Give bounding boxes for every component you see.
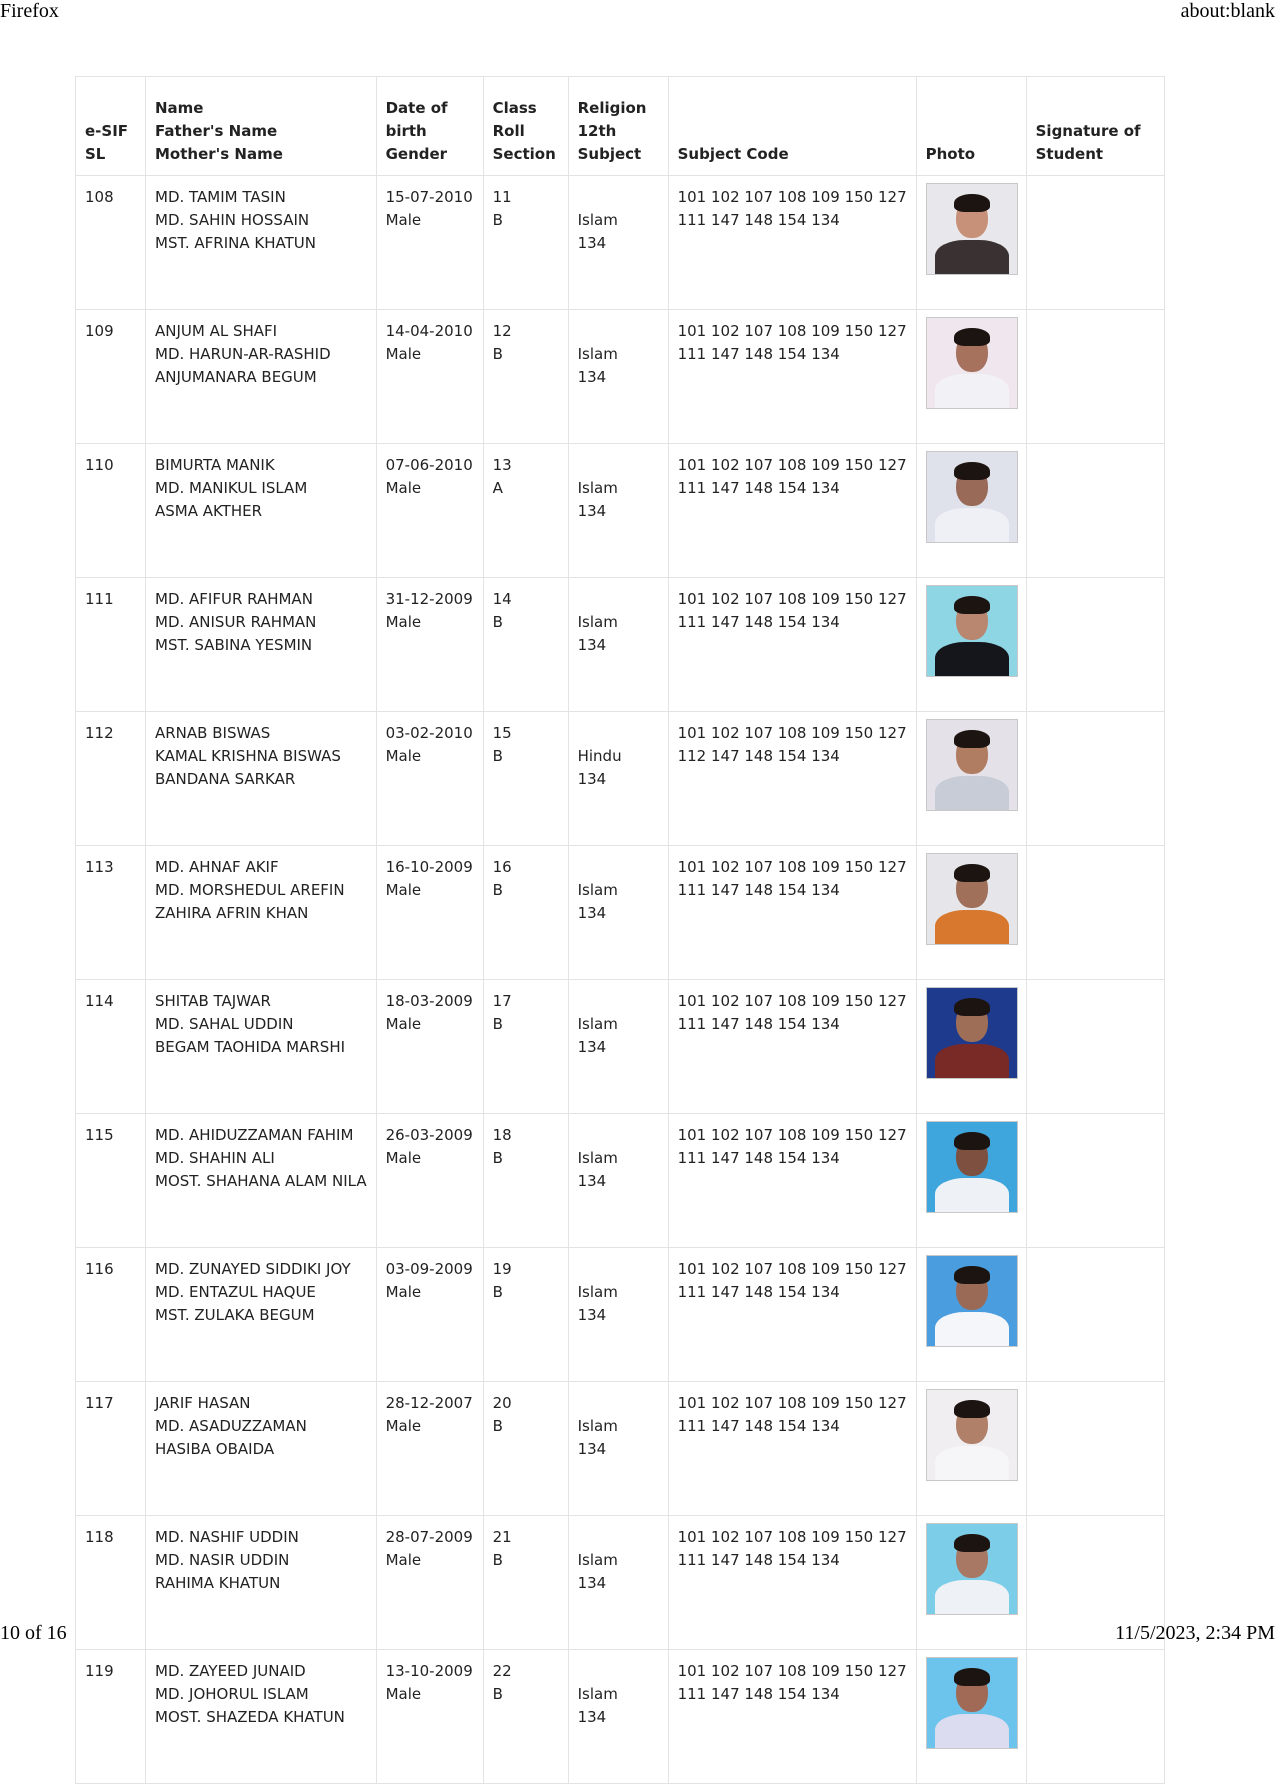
date-of-birth: 14-04-2010	[385, 322, 473, 340]
cell-class	[483, 1114, 568, 1248]
table-row	[76, 846, 1165, 980]
header-name: Name Father's Name Mother's Name	[146, 77, 377, 176]
date-of-birth: 28-07-2009	[385, 1528, 473, 1546]
cell-class	[483, 1650, 568, 1784]
mother-name: ZAHIRA AFRIN KHAN	[155, 904, 309, 922]
cell-dob	[376, 712, 483, 846]
cell-photo	[916, 712, 1026, 846]
cell-names	[146, 846, 377, 980]
table-row	[76, 1114, 1165, 1248]
religion: Hindu	[577, 747, 622, 765]
subject-12th: 134	[577, 1038, 607, 1056]
subject-12th: 134	[577, 1306, 607, 1324]
student-photo	[927, 184, 1017, 274]
photo-shirt	[935, 642, 1009, 676]
subject-12th: 134	[577, 770, 607, 788]
subject-codes-line-2: 111 147 148 154 134	[677, 1015, 840, 1033]
mother-name: ANJUMANARA BEGUM	[155, 368, 317, 386]
gender: Male	[385, 345, 422, 363]
subject-codes-line-1: 101 102 107 108 109 150 127	[677, 1394, 907, 1412]
roll: 22	[492, 1662, 512, 1680]
section: B	[492, 1685, 503, 1703]
religion: Islam	[577, 345, 618, 363]
father-name: MD. JOHORUL ISLAM	[155, 1685, 309, 1703]
browser-header	[0, 0, 1275, 24]
father-name: MD. MORSHEDUL AREFIN	[155, 881, 345, 899]
cell-photo	[916, 846, 1026, 980]
subject-codes-line-2: 111 147 148 154 134	[677, 211, 840, 229]
cell-photo	[916, 176, 1026, 310]
cell-dob	[376, 846, 483, 980]
cell-sl	[76, 310, 146, 444]
cell-names	[146, 578, 377, 712]
sl-number: 110	[85, 456, 114, 474]
photo-hair	[954, 1132, 990, 1150]
student-name: BIMURTA MANIK	[155, 456, 275, 474]
cell-names	[146, 444, 377, 578]
cell-subject-codes	[668, 980, 916, 1114]
cell-signature	[1026, 310, 1164, 444]
subject-codes-line-1: 101 102 107 108 109 150 127	[677, 1260, 907, 1278]
header-subject-code: Subject Code	[668, 77, 916, 176]
cell-photo	[916, 310, 1026, 444]
cell-sl	[76, 712, 146, 846]
photo-shirt	[935, 776, 1009, 810]
cell-religion	[568, 1114, 668, 1248]
cell-subject-codes	[668, 444, 916, 578]
cell-subject-codes	[668, 1114, 916, 1248]
cell-dob	[376, 1248, 483, 1382]
subject-codes-line-2: 111 147 148 154 134	[677, 479, 840, 497]
mother-name: MST. AFRINA KHATUN	[155, 234, 316, 252]
cell-religion	[568, 712, 668, 846]
cell-names	[146, 1114, 377, 1248]
roll: 14	[492, 590, 512, 608]
cell-signature	[1026, 578, 1164, 712]
father-name: MD. HARUN-AR-RASHID	[155, 345, 331, 363]
cell-religion	[568, 980, 668, 1114]
cell-names	[146, 310, 377, 444]
table-row	[76, 578, 1165, 712]
cell-sl	[76, 1114, 146, 1248]
student-photo	[927, 1524, 1017, 1614]
cell-sl	[76, 980, 146, 1114]
gender: Male	[385, 211, 422, 229]
section: B	[492, 881, 503, 899]
table-row	[76, 1650, 1165, 1784]
father-name: MD. ENTAZUL HAQUE	[155, 1283, 316, 1301]
cell-class	[483, 176, 568, 310]
mother-name: MST. ZULAKA BEGUM	[155, 1306, 315, 1324]
gender: Male	[385, 479, 422, 497]
cell-dob	[376, 310, 483, 444]
cell-religion	[568, 1650, 668, 1784]
cell-photo	[916, 1248, 1026, 1382]
cell-class	[483, 578, 568, 712]
cell-sl	[76, 846, 146, 980]
photo-hair	[954, 1266, 990, 1284]
cell-class	[483, 980, 568, 1114]
sl-number: 111	[85, 590, 114, 608]
header-dob: Date of birth Gender	[376, 77, 483, 176]
table-row	[76, 176, 1165, 310]
photo-hair	[954, 864, 990, 882]
father-name: MD. SHAHIN ALI	[155, 1149, 275, 1167]
student-name: ARNAB BISWAS	[155, 724, 271, 742]
religion: Islam	[577, 1417, 618, 1435]
cell-class	[483, 712, 568, 846]
cell-religion	[568, 1248, 668, 1382]
mother-name: MST. SABINA YESMIN	[155, 636, 313, 654]
mother-name: MOST. SHAZEDA KHATUN	[155, 1708, 345, 1726]
student-photo	[927, 586, 1017, 676]
subject-12th: 134	[577, 1708, 607, 1726]
gender: Male	[385, 1283, 422, 1301]
mother-name: RAHIMA KHATUN	[155, 1574, 281, 1592]
date-of-birth: 31-12-2009	[385, 590, 473, 608]
father-name: KAMAL KRISHNA BISWAS	[155, 747, 341, 765]
subject-codes-line-1: 101 102 107 108 109 150 127	[677, 1126, 907, 1144]
cell-signature	[1026, 1114, 1164, 1248]
section: B	[492, 1551, 503, 1569]
student-name: MD. AHIDUZZAMAN FAHIM	[155, 1126, 354, 1144]
gender: Male	[385, 1685, 422, 1703]
cell-names	[146, 712, 377, 846]
subject-codes-line-1: 101 102 107 108 109 150 127	[677, 858, 907, 876]
subject-codes-line-2: 111 147 148 154 134	[677, 345, 840, 363]
cell-dob	[376, 1114, 483, 1248]
cell-class	[483, 1248, 568, 1382]
subject-codes-line-1: 101 102 107 108 109 150 127	[677, 1528, 907, 1546]
subject-codes-line-2: 111 147 148 154 134	[677, 1283, 840, 1301]
table-row	[76, 712, 1165, 846]
cell-subject-codes	[668, 1382, 916, 1516]
header-sl: e-SIF SL	[76, 77, 146, 176]
subject-12th: 134	[577, 1574, 607, 1592]
cell-religion	[568, 846, 668, 980]
mother-name: MOST. SHAHANA ALAM NILA	[155, 1172, 367, 1190]
date-of-birth: 13-10-2009	[385, 1662, 473, 1680]
section: B	[492, 1149, 503, 1167]
gender: Male	[385, 1417, 422, 1435]
subject-codes-line-1: 101 102 107 108 109 150 127	[677, 322, 907, 340]
subject-codes-line-2: 111 147 148 154 134	[677, 1417, 840, 1435]
photo-shirt	[935, 240, 1009, 274]
sl-number: 115	[85, 1126, 114, 1144]
mother-name: HASIBA OBAIDA	[155, 1440, 275, 1458]
religion: Islam	[577, 1015, 618, 1033]
student-photo	[927, 854, 1017, 944]
print-timestamp: 11/5/2023, 2:34 PM	[1115, 1622, 1275, 1644]
roll: 18	[492, 1126, 512, 1144]
cell-names	[146, 1382, 377, 1516]
photo-shirt	[935, 1044, 1009, 1078]
subject-12th: 134	[577, 234, 607, 252]
subject-codes-line-2: 111 147 148 154 134	[677, 881, 840, 899]
section: A	[492, 479, 503, 497]
section: B	[492, 613, 503, 631]
date-of-birth: 15-07-2010	[385, 188, 473, 206]
photo-hair	[954, 328, 990, 346]
photo-shirt	[935, 508, 1009, 542]
student-name: MD. ZAYEED JUNAID	[155, 1662, 306, 1680]
subject-12th: 134	[577, 368, 607, 386]
gender: Male	[385, 747, 422, 765]
roll: 21	[492, 1528, 512, 1546]
sl-number: 114	[85, 992, 114, 1010]
student-photo	[927, 1390, 1017, 1480]
gender: Male	[385, 881, 422, 899]
date-of-birth: 28-12-2007	[385, 1394, 473, 1412]
cell-religion	[568, 444, 668, 578]
date-of-birth: 18-03-2009	[385, 992, 473, 1010]
table-row	[76, 444, 1165, 578]
header-religion: Religion 12th Subject	[568, 77, 668, 176]
cell-sl	[76, 176, 146, 310]
cell-subject-codes	[668, 578, 916, 712]
cell-sl	[76, 1650, 146, 1784]
student-photo	[927, 1256, 1017, 1346]
student-photo	[927, 452, 1017, 542]
cell-dob	[376, 444, 483, 578]
browser-app-name: Firefox	[0, 0, 59, 22]
cell-sl	[76, 578, 146, 712]
religion: Islam	[577, 613, 618, 631]
cell-names	[146, 1248, 377, 1382]
cell-photo	[916, 444, 1026, 578]
photo-hair	[954, 596, 990, 614]
religion: Islam	[577, 479, 618, 497]
gender: Male	[385, 1015, 422, 1033]
father-name: MD. SAHIN HOSSAIN	[155, 211, 310, 229]
student-photo	[927, 318, 1017, 408]
sl-number: 116	[85, 1260, 114, 1278]
student-name: MD. AFIFUR RAHMAN	[155, 590, 313, 608]
cell-religion	[568, 1382, 668, 1516]
header-signature: Signature of Student	[1026, 77, 1164, 176]
date-of-birth: 26-03-2009	[385, 1126, 473, 1144]
table-row	[76, 1382, 1165, 1516]
date-of-birth: 03-02-2010	[385, 724, 473, 742]
student-photo	[927, 988, 1017, 1078]
sl-number: 109	[85, 322, 114, 340]
roll: 16	[492, 858, 512, 876]
browser-url: about:blank	[1180, 0, 1275, 22]
cell-sl	[76, 1382, 146, 1516]
section: B	[492, 1015, 503, 1033]
student-table	[75, 76, 1165, 1784]
subject-codes-line-1: 101 102 107 108 109 150 127	[677, 724, 907, 742]
subject-codes-line-1: 101 102 107 108 109 150 127	[677, 456, 907, 474]
section: B	[492, 1417, 503, 1435]
subject-codes-line-2: 111 147 148 154 134	[677, 1551, 840, 1569]
subject-12th: 134	[577, 904, 607, 922]
religion: Islam	[577, 1283, 618, 1301]
cell-dob	[376, 176, 483, 310]
roll: 19	[492, 1260, 512, 1278]
subject-codes-line-2: 112 147 148 154 134	[677, 747, 840, 765]
date-of-birth: 07-06-2010	[385, 456, 473, 474]
photo-shirt	[935, 910, 1009, 944]
cell-signature	[1026, 1650, 1164, 1784]
cell-subject-codes	[668, 1650, 916, 1784]
cell-religion	[568, 310, 668, 444]
subject-12th: 134	[577, 1172, 607, 1190]
subject-codes-line-1: 101 102 107 108 109 150 127	[677, 188, 907, 206]
mother-name: BANDANA SARKAR	[155, 770, 296, 788]
student-name: ANJUM AL SHAFI	[155, 322, 278, 340]
student-name: JARIF HASAN	[155, 1394, 251, 1412]
cell-photo	[916, 1650, 1026, 1784]
cell-religion	[568, 578, 668, 712]
roll: 11	[492, 188, 512, 206]
cell-signature	[1026, 1382, 1164, 1516]
cell-signature	[1026, 1248, 1164, 1382]
photo-hair	[954, 1668, 990, 1686]
sl-number: 117	[85, 1394, 114, 1412]
date-of-birth: 03-09-2009	[385, 1260, 473, 1278]
subject-codes-line-2: 111 147 148 154 134	[677, 1149, 840, 1167]
cell-class	[483, 1382, 568, 1516]
roll: 13	[492, 456, 512, 474]
photo-hair	[954, 1400, 990, 1418]
cell-class	[483, 310, 568, 444]
mother-name: ASMA AKTHER	[155, 502, 263, 520]
cell-dob	[376, 980, 483, 1114]
student-name: SHITAB TAJWAR	[155, 992, 271, 1010]
roll: 12	[492, 322, 512, 340]
cell-dob	[376, 578, 483, 712]
cell-signature	[1026, 176, 1164, 310]
photo-hair	[954, 462, 990, 480]
roll: 15	[492, 724, 512, 742]
cell-subject-codes	[668, 846, 916, 980]
subject-codes-line-1: 101 102 107 108 109 150 127	[677, 590, 907, 608]
subject-codes-line-1: 101 102 107 108 109 150 127	[677, 992, 907, 1010]
photo-shirt	[935, 1446, 1009, 1480]
cell-names	[146, 1650, 377, 1784]
sl-number: 118	[85, 1528, 114, 1546]
table-row	[76, 310, 1165, 444]
subject-codes-line-2: 111 147 148 154 134	[677, 1685, 840, 1703]
student-name: MD. ZUNAYED SIDDIKI JOY	[155, 1260, 351, 1278]
student-photo	[927, 1658, 1017, 1748]
religion: Islam	[577, 1149, 618, 1167]
date-of-birth: 16-10-2009	[385, 858, 473, 876]
father-name: MD. SAHAL UDDIN	[155, 1015, 294, 1033]
section: B	[492, 211, 503, 229]
photo-shirt	[935, 1178, 1009, 1212]
cell-subject-codes	[668, 1248, 916, 1382]
cell-signature	[1026, 712, 1164, 846]
cell-subject-codes	[668, 176, 916, 310]
roll: 17	[492, 992, 512, 1010]
table-header-row	[76, 77, 1165, 176]
gender: Male	[385, 613, 422, 631]
religion: Islam	[577, 881, 618, 899]
father-name: MD. MANIKUL ISLAM	[155, 479, 308, 497]
photo-hair	[954, 194, 990, 212]
father-name: MD. ASADUZZAMAN	[155, 1417, 307, 1435]
table-body	[76, 176, 1165, 1784]
sl-number: 112	[85, 724, 114, 742]
cell-subject-codes	[668, 310, 916, 444]
mother-name: BEGAM TAOHIDA MARSHI	[155, 1038, 346, 1056]
cell-photo	[916, 578, 1026, 712]
section: B	[492, 1283, 503, 1301]
student-name: MD. TAMIM TASIN	[155, 188, 286, 206]
photo-shirt	[935, 1580, 1009, 1614]
cell-dob	[376, 1650, 483, 1784]
header-class: Class Roll Section	[483, 77, 568, 176]
father-name: MD. ANISUR RAHMAN	[155, 613, 317, 631]
photo-shirt	[935, 374, 1009, 408]
table-row	[76, 1248, 1165, 1382]
cell-class	[483, 846, 568, 980]
cell-signature	[1026, 980, 1164, 1114]
page-indicator: 10 of 16	[0, 1622, 67, 1644]
gender: Male	[385, 1149, 422, 1167]
cell-photo	[916, 1382, 1026, 1516]
photo-shirt	[935, 1312, 1009, 1346]
cell-dob	[376, 1382, 483, 1516]
gender: Male	[385, 1551, 422, 1569]
student-photo	[927, 720, 1017, 810]
header-photo: Photo	[916, 77, 1026, 176]
cell-sl	[76, 1248, 146, 1382]
photo-hair	[954, 730, 990, 748]
table-row	[76, 980, 1165, 1114]
student-name: MD. NASHIF UDDIN	[155, 1528, 299, 1546]
subject-codes-line-2: 111 147 148 154 134	[677, 613, 840, 631]
religion: Islam	[577, 211, 618, 229]
subject-12th: 134	[577, 502, 607, 520]
sl-number: 113	[85, 858, 114, 876]
cell-names	[146, 980, 377, 1114]
cell-photo	[916, 980, 1026, 1114]
cell-class	[483, 444, 568, 578]
sl-number: 108	[85, 188, 114, 206]
student-photo	[927, 1122, 1017, 1212]
browser-footer	[0, 1622, 1275, 1646]
subject-codes-line-1: 101 102 107 108 109 150 127	[677, 1662, 907, 1680]
cell-subject-codes	[668, 712, 916, 846]
cell-photo	[916, 1114, 1026, 1248]
photo-hair	[954, 1534, 990, 1552]
roll: 20	[492, 1394, 512, 1412]
cell-sl	[76, 444, 146, 578]
photo-hair	[954, 998, 990, 1016]
cell-religion	[568, 176, 668, 310]
cell-signature	[1026, 444, 1164, 578]
section: B	[492, 747, 503, 765]
cell-signature	[1026, 846, 1164, 980]
cell-names	[146, 176, 377, 310]
photo-shirt	[935, 1714, 1009, 1748]
religion: Islam	[577, 1551, 618, 1569]
subject-12th: 134	[577, 636, 607, 654]
sl-number: 119	[85, 1662, 114, 1680]
religion: Islam	[577, 1685, 618, 1703]
subject-12th: 134	[577, 1440, 607, 1458]
section: B	[492, 345, 503, 363]
student-name: MD. AHNAF AKIF	[155, 858, 279, 876]
father-name: MD. NASIR UDDIN	[155, 1551, 290, 1569]
